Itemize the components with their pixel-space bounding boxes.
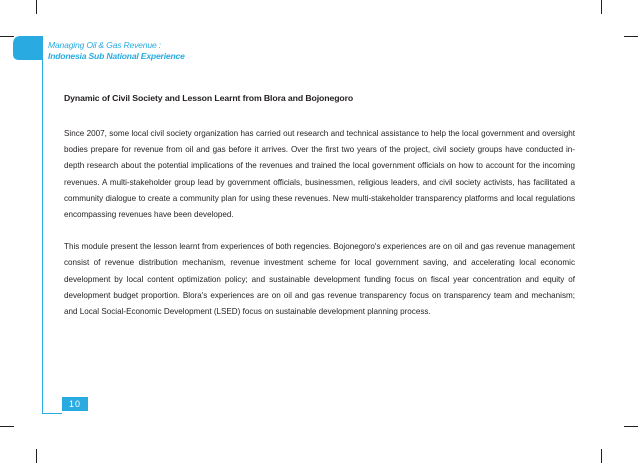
header-tab-shape xyxy=(13,36,43,60)
crop-mark xyxy=(601,0,602,14)
running-head-line2: Indonesia Sub National Experience xyxy=(48,51,185,61)
side-rule xyxy=(42,44,43,414)
page-number: 10 xyxy=(62,397,88,411)
section-title: Dynamic of Civil Society and Lesson Learnt from Blora and Bojonegoro xyxy=(64,93,354,103)
paragraph: This module present the lesson learnt from experiences of both regencies. Bojonegoro's experiences are on oil and gas revenue management consist of revenue distribution mechanism, revenue investment scheme for local government saving, and accelerating local economic development by local content optimization policy; and sustainable development funding focus on fiscal year concentration and equity of development budget proportion. Blora's experiences are on oil and gas revenue transparency focus on transparency team and mechanism; and Local Social-Economic Development (LSED) focus on sustainable development planning process. xyxy=(64,242,575,317)
crop-mark xyxy=(36,449,37,463)
page-content xyxy=(64,92,575,336)
crop-mark xyxy=(624,36,638,37)
crop-mark xyxy=(0,36,14,37)
crop-mark xyxy=(601,449,602,463)
crop-mark xyxy=(624,426,638,427)
crop-mark xyxy=(0,426,14,427)
running-head xyxy=(48,40,185,62)
side-rule-foot xyxy=(42,413,62,414)
crop-mark xyxy=(36,0,37,14)
paragraph: Since 2007, some local civil society organization has carried out research and technical assistance to help the local government and oversight bodies prepare for revenue from oil and gas before it arrives. Over the first two years of the project, civil society groups have conducted in-depth research about the potential implications of the revenues and trained the local government officials on how to account for the incoming revenues. A multi-stakeholder group lead by government officials, businessmen, religious leaders, and civil society activists, has facilitated a community dialogue to create a community plan for using these revenues. New multi-stakeholder transparency platforms and local regulations encompassing revenues have been developed. xyxy=(64,129,575,220)
running-head-line1: Managing Oil & Gas Revenue : xyxy=(48,40,161,50)
